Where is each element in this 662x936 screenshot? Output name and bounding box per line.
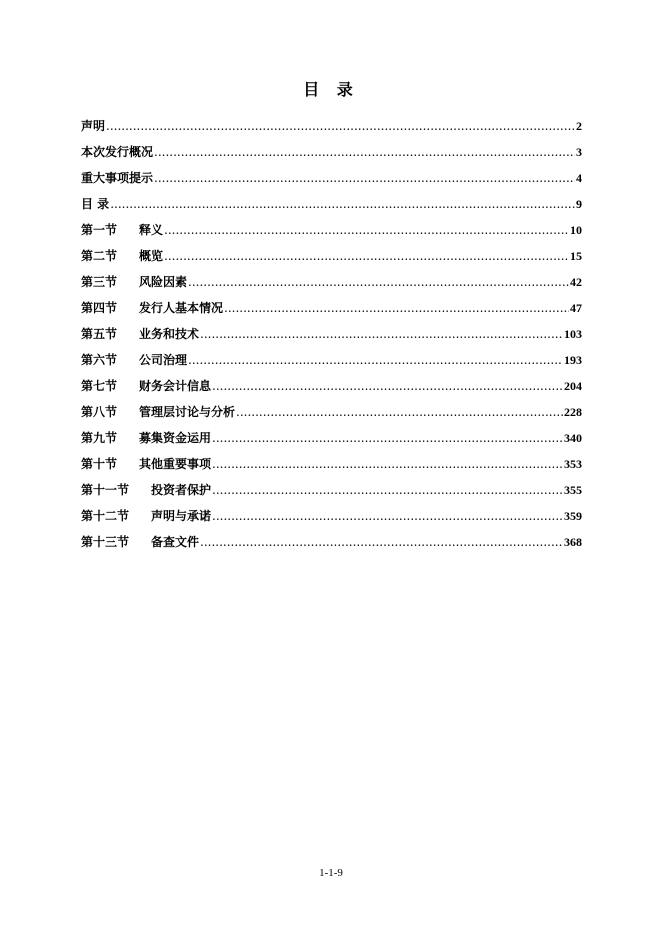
page-title: 目 录 <box>303 80 359 99</box>
dot-leader <box>212 376 563 396</box>
toc-entry-title: 风险因素 <box>139 275 188 289</box>
dot-leader <box>164 220 569 240</box>
toc-entry-title: 重大事项提示 <box>81 171 154 185</box>
toc-section-number: 第十一节 <box>81 483 130 497</box>
toc-section-number: 第八节 <box>81 405 118 419</box>
toc-page-number: 2 <box>576 119 582 133</box>
toc-entry[interactable] <box>81 272 582 298</box>
toc-entry[interactable] <box>81 246 582 272</box>
toc-entry-title: 目 录 <box>81 197 110 211</box>
toc-entry[interactable] <box>81 402 582 428</box>
dot-leader <box>154 142 575 162</box>
toc-entry-title: 业务和技术 <box>139 327 200 341</box>
toc-entry[interactable] <box>81 376 582 402</box>
toc-entry[interactable] <box>81 350 582 376</box>
toc-page-number: 204 <box>564 379 582 393</box>
table-of-contents <box>81 116 582 558</box>
toc-entry-title: 财务会计信息 <box>139 379 212 393</box>
toc-entry-title: 声明与承诺 <box>151 509 212 523</box>
toc-section-number: 第十二节 <box>81 509 130 523</box>
toc-entry[interactable] <box>81 480 582 506</box>
toc-section-number: 第九节 <box>81 431 118 445</box>
toc-section-number: 第十三节 <box>81 535 130 549</box>
toc-section-number: 第五节 <box>81 327 118 341</box>
toc-section-number: 第四节 <box>81 301 118 315</box>
toc-page-number: 228 <box>564 405 582 419</box>
toc-entry[interactable] <box>81 142 582 168</box>
dot-leader <box>212 454 563 474</box>
toc-entry-title: 投资者保护 <box>151 483 212 497</box>
dot-leader <box>188 272 569 292</box>
toc-entry[interactable] <box>81 428 582 454</box>
toc-page-number: 355 <box>564 483 582 497</box>
dot-leader <box>212 506 563 526</box>
toc-page-number: 10 <box>570 223 582 237</box>
dot-leader <box>188 350 563 370</box>
toc-entry[interactable] <box>81 194 582 220</box>
toc-entry-title: 募集资金运用 <box>139 431 212 445</box>
dot-leader <box>224 298 569 318</box>
dot-leader <box>200 532 563 552</box>
page-number: 1-1-9 <box>319 867 343 879</box>
toc-section-number: 第十节 <box>81 457 118 471</box>
toc-entry-title: 管理层讨论与分析 <box>139 405 236 419</box>
toc-entry[interactable] <box>81 324 582 350</box>
toc-entry[interactable] <box>81 168 582 194</box>
toc-page-number: 47 <box>570 301 582 315</box>
dot-leader <box>110 194 575 214</box>
toc-section-number: 第一节 <box>81 223 118 237</box>
toc-page-number: 15 <box>570 249 582 263</box>
toc-entry-title: 备查文件 <box>151 535 200 549</box>
toc-section-number: 第七节 <box>81 379 118 393</box>
toc-entry[interactable] <box>81 298 582 324</box>
toc-page-number: 353 <box>564 457 582 471</box>
dot-leader <box>212 480 563 500</box>
toc-page-number: 193 <box>564 353 582 367</box>
toc-entry-title: 公司治理 <box>139 353 188 367</box>
toc-entry[interactable] <box>81 220 582 246</box>
toc-entry-title: 概览 <box>139 249 164 263</box>
dot-leader <box>200 324 563 344</box>
toc-entry[interactable] <box>81 454 582 480</box>
toc-entry-title: 本次发行概况 <box>81 145 154 159</box>
toc-section-number: 第三节 <box>81 275 118 289</box>
toc-entry-title: 声明 <box>81 119 106 133</box>
toc-entry-title: 其他重要事项 <box>139 457 212 471</box>
toc-page-number: 42 <box>570 275 582 289</box>
toc-page-number: 103 <box>564 327 582 341</box>
toc-page-number: 9 <box>576 197 582 211</box>
toc-entry-title: 释义 <box>139 223 164 237</box>
toc-page-number: 368 <box>564 535 582 549</box>
toc-page-number: 359 <box>564 509 582 523</box>
toc-page-number: 3 <box>576 145 582 159</box>
toc-entry[interactable] <box>81 116 582 142</box>
toc-section-number: 第六节 <box>81 353 118 367</box>
dot-leader <box>154 168 575 188</box>
dot-leader <box>212 428 563 448</box>
dot-leader <box>106 116 575 136</box>
toc-entry-title: 发行人基本情况 <box>139 301 224 315</box>
toc-entry[interactable] <box>81 532 582 558</box>
dot-leader <box>236 402 563 422</box>
toc-page-number: 4 <box>576 171 582 185</box>
toc-section-number: 第二节 <box>81 249 118 263</box>
toc-entry[interactable] <box>81 506 582 532</box>
toc-page-number: 340 <box>564 431 582 445</box>
dot-leader <box>164 246 569 266</box>
